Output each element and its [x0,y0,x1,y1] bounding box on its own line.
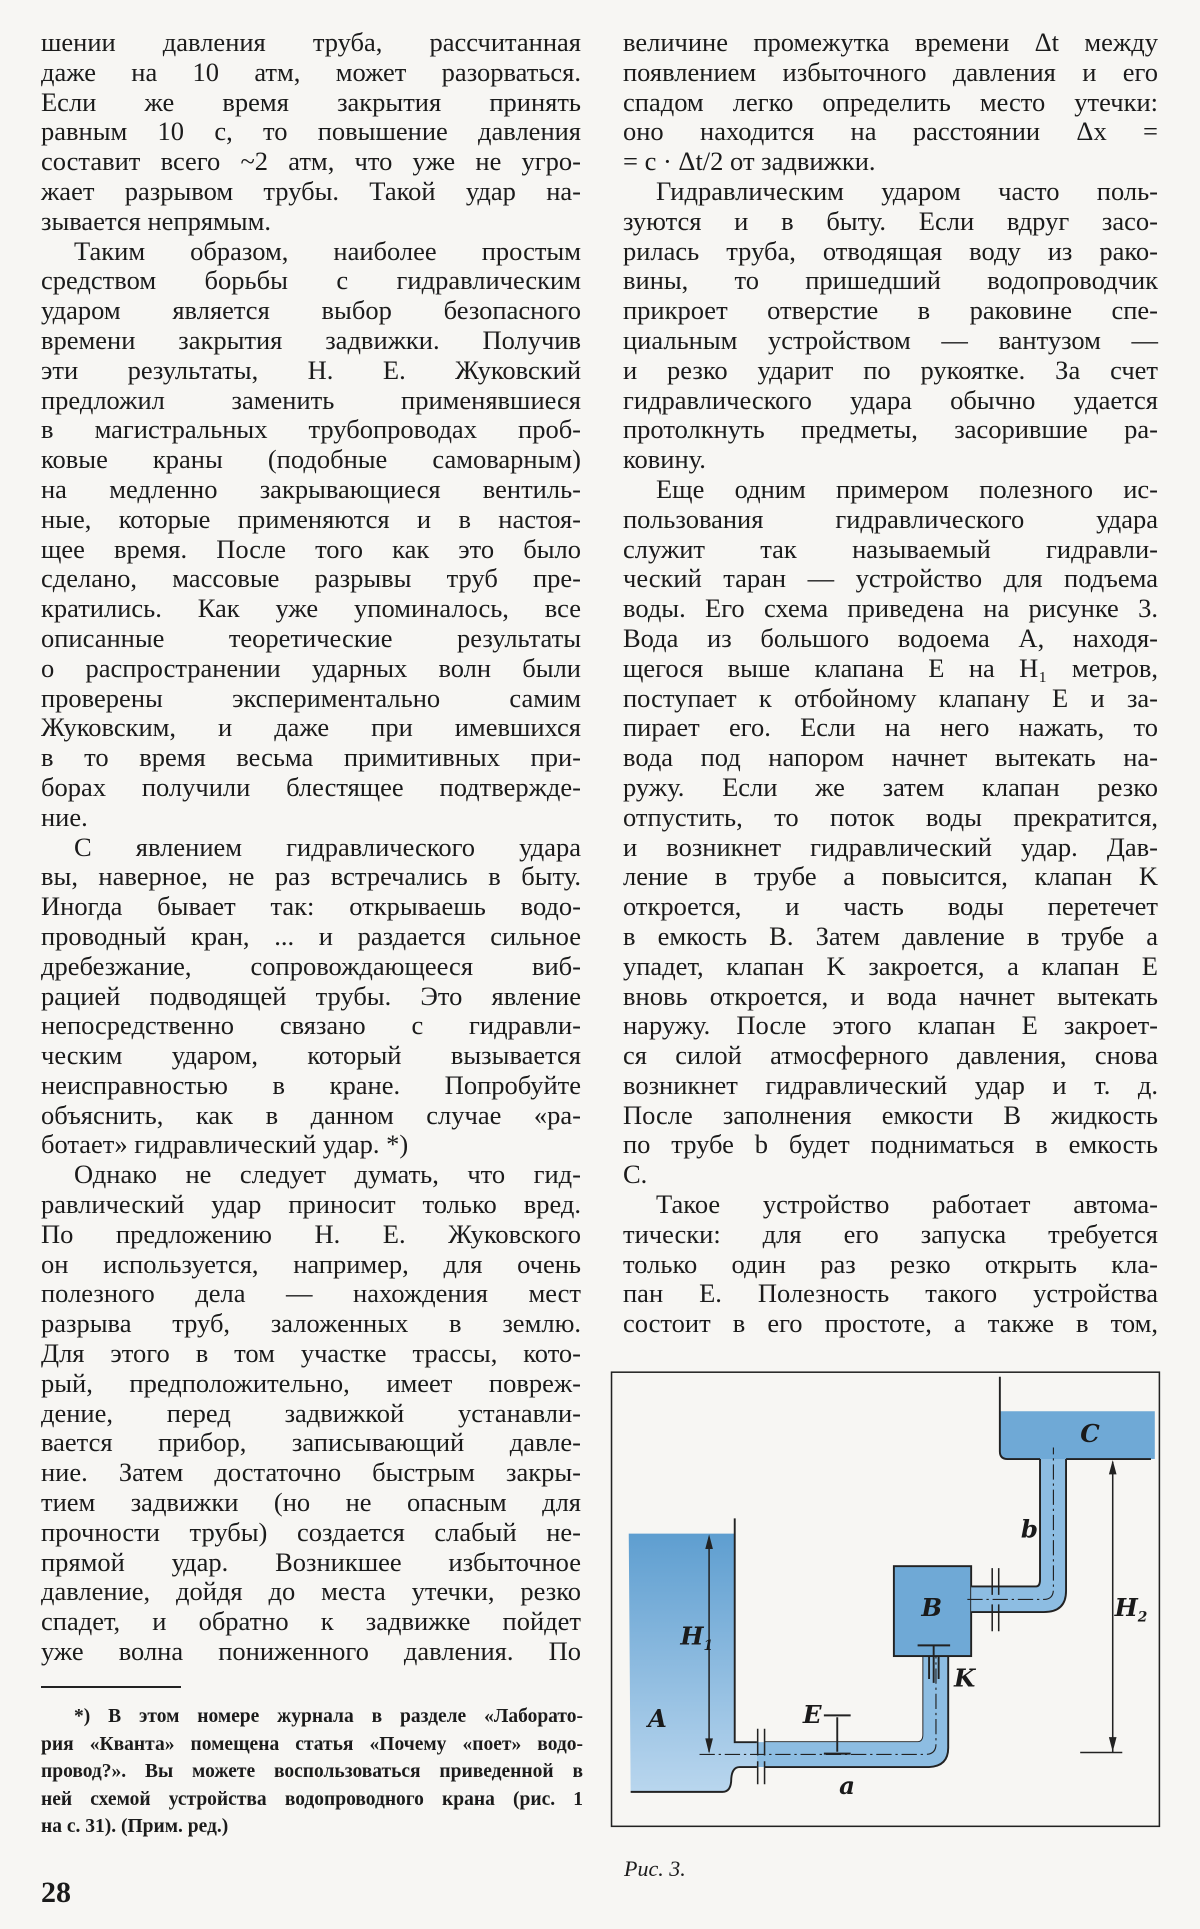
right-text-column [623,28,1158,1339]
right-column-line: Гидравлическим ударом часто поль- [656,175,1158,206]
right-column-line: служит так называемый гидравли- [623,533,1158,564]
label-b-vessel: B [921,1592,943,1622]
left-column-line: он используется, например, для очень [41,1248,581,1279]
footnote-line: на с. 31). (Прим. ред.) [41,1816,229,1837]
left-column-line: предложил заменить применявшиеся [41,384,581,415]
left-column-line: Если же время закрытия принять [41,86,581,117]
left-column-line: Для этого в том участке трассы, кото- [41,1338,581,1369]
left-column-line: о распространении ударных волн были [41,652,581,683]
footnote [41,1703,583,1841]
left-column-line: составит всего ~2 атм, что уже не угро- [41,146,581,177]
right-column-line: возникнет гидравлический удар и т. д. [623,1069,1158,1100]
right-column-line: появлением избыточного давления и его [623,56,1158,87]
left-column-line: Однако не следует думать, что гид- [74,1159,581,1190]
right-column-line: состоит в его простоте, а также в том, [623,1308,1158,1339]
footnote-line: *) В этом номере журнала в разделе «Лаборато- [74,1706,583,1727]
right-column-line: пан E. Полезность такого устройства [623,1278,1158,1309]
right-column-line: ружу. Если же затем клапан резко [623,771,1158,802]
right-column-line: по трубе b будет подниматься в емкость [623,1129,1158,1160]
right-column-line: Еще одним примером полезного ис- [656,473,1158,504]
left-column-line: ние. [41,801,88,832]
tank-c-water [1000,1411,1155,1459]
left-column-line: давление, дойдя до места утечки, резко [41,1576,581,1607]
left-column-line: ковые краны (подобные самоварным) [41,444,581,475]
left-column-line: уже волна пониженного давления. По [41,1636,581,1667]
left-column-line: в то время весьма примитивных при- [41,742,581,773]
left-column-line: щее время. После того как это было [41,533,581,564]
footnote-line: рия «Кванта» помещена статья «Почему «поет» водо- [41,1733,583,1755]
right-column-line: циальным устройством — вантузом — [623,324,1158,355]
left-column-line: проверены экспериментально самим [41,682,581,713]
left-column-line: средством борьбы с гидравлическим [41,265,581,296]
left-column-line: даже на 10 атм, может разорваться. [41,56,581,87]
right-column-line: отпустить, то поток воды прекратится, [623,801,1158,832]
right-column-line: пирает его. Если на него нажать, то [623,712,1158,743]
right-column-line: и резко ударит по рукоятке. За счет [623,354,1158,385]
right-column-line: в емкость B. Затем давление в трубе a [623,920,1158,951]
left-column-line: на медленно закрывающиеся вентиль- [41,473,581,504]
left-column-line: Жуковским, и даже при имевшихся [41,712,581,743]
left-column-line: ботает» гидравлический удар. *) [41,1129,409,1160]
hydraulic-ram-diagram [600,1350,1200,1829]
right-column-line: величине промежутка времени Δt между [623,27,1158,57]
right-column-line: гидравлического удара обычно удается [623,384,1158,415]
left-column-line: С явлением гидравлического удара [74,831,581,862]
left-column-line: объяснить, как в данном случае «ра- [41,1099,581,1130]
left-column-line: зывается непрямым. [41,205,271,236]
left-column-line: в магистральных трубопроводах проб- [41,414,581,445]
right-column-line: = c · Δt/2 от задвижки. [623,146,876,177]
footnote-line: провод?». Вы можете воспользоваться приведенной в [41,1761,583,1782]
right-column-line: упадет, клапан K закроется, а клапан E [623,950,1158,981]
left-column-line: кратились. Как уже упоминалось, все [41,593,581,624]
label-h1-letter: H [680,1621,704,1651]
left-column-line: ческим ударом, который вызывается [41,1040,581,1071]
left-column-line: дребезжание, сопровождающееся виб- [41,950,581,981]
right-column-line: рилась труба, отводящая воду из рако- [623,235,1158,266]
label-e-valve: E [802,1700,822,1730]
right-column-line: откроется, и часть воды перетечет [623,891,1158,922]
left-column-line: Таким образом, наиболее простым [74,235,581,266]
right-column-line: После заполнения емкости B жидкость [623,1099,1158,1130]
pipe-a-water [757,1656,948,1767]
right-column-line: прикроет отверстие в раковине спе- [623,295,1158,326]
left-column-line: сделано, массовые разрывы труб пре- [41,563,581,594]
left-column-line: рацией подводящей трубы. Это явление [41,980,581,1011]
right-column-line: наружу. После этого клапан E закроет- [623,1010,1158,1041]
right-column-line: поступает к отбойному клапану E и за- [623,682,1158,713]
right-column-line: оно находится на расстоянии Δx = [623,116,1158,147]
left-column-line: рый, предположительно, имеет повреж- [41,1367,581,1398]
right-column-line: зуются и в быту. Если вдруг засо- [623,205,1158,236]
right-column-line: протолкнуть предметы, засорившие ра- [623,414,1158,445]
left-column-line: ные, которые применяются и в настоя- [41,503,581,534]
left-column-line: равным 10 с, то повышение давления [41,116,581,147]
left-column-line: ние. Затем достаточно быстрым закры- [41,1457,581,1488]
label-k-valve: K [953,1663,976,1693]
left-column-line: дение, перед задвижкой устанавли- [41,1397,581,1428]
left-column-line: спадет, и обратно к задвижке пойдет [41,1606,581,1637]
right-column-line: пользования гидравлического удара [623,503,1158,534]
right-column-line: C. [623,1159,648,1190]
left-column-line: разрыва труб, заложенных в землю. [41,1308,581,1339]
right-column-line: ковину. [623,444,706,475]
left-column-line: борах получили блестящее подтвержде- [41,771,581,802]
figure-caption: Рис. 3. [624,1856,686,1881]
right-column-line: ление в трубе a повысится, клапан K [623,861,1158,892]
left-column-line: описанные теоретические результаты [41,622,581,653]
label-a-reservoir: A [647,1703,667,1733]
label-h2-letter: H [1114,1592,1138,1622]
left-column-line: прочности трубы) создается слабый не- [41,1516,581,1547]
left-column-line: вается прибор, записывающий давле- [41,1427,581,1458]
left-column-line: непосредственно связано с гидравли- [41,1010,581,1041]
right-column-line: щегося выше клапана E на H₁ метров, [623,652,1158,683]
footnote-line: ней схемой устройства водопроводного крана (рис. 1 [41,1788,583,1810]
left-column-line: шении давления труба, рассчитанная [41,27,581,57]
left-column-line: Иногда бывает так: открываешь водо- [41,891,581,922]
right-column-line: воды. Его схема приведена на рисунке 3. [623,593,1158,624]
left-column-line: эти результаты, Н. Е. Жуковский [41,354,581,385]
label-h1-sub: 1 [703,1637,714,1654]
label-h2-sub: 2 [1137,1609,1148,1626]
label-h2 [1114,1593,1148,1625]
left-column-line: По предложению Н. Е. Жуковского [41,1218,581,1249]
left-column-line: проводный кран, ... и раздается сильное [41,920,581,951]
right-column-line: спадом легко определить место утечки: [623,86,1158,117]
right-column-line: ческий таран — устройство для подъема [623,563,1158,594]
right-column-line: вновь откроется, и вода начнет вытекать [623,980,1158,1011]
left-column-line: вы, наверное, не раз встречались в быту. [41,861,581,892]
page-number: 28 [41,1876,71,1909]
right-column-line: и возникнет гидравлический удар. Дав- [623,831,1158,862]
right-column-line: только один раз резко открыть кла- [623,1248,1158,1279]
footnote-divider [41,1686,181,1688]
left-column-line: жает разрывом трубы. Такой удар на- [41,175,581,206]
right-column-line: вины, то пришедший водопроводчик [623,265,1158,296]
label-c-tank: C [1080,1418,1100,1448]
right-column-line: тически: для его запуска требуется [623,1218,1158,1249]
reservoir-a-water [629,1534,757,1792]
pipe-b-water [971,1459,1066,1612]
left-column-line: времени закрытия задвижки. Получив [41,324,581,355]
right-column-line: Такое устройство работает автома- [656,1189,1158,1220]
right-column-line: ся силой атмосферного давления, снова [623,1040,1158,1071]
left-text-column [41,28,581,1667]
right-column-line: вода под напором начнет вытекать на- [623,742,1158,773]
left-column-line: ударом является выбор безопасного [41,295,581,326]
left-column-line: прямой удар. Возникшее избыточное [41,1546,581,1577]
right-column-line: Вода из большого водоема A, находя- [623,622,1158,653]
left-column-line: тием задвижки (но не опасным для [41,1487,581,1518]
label-b-pipe: b [1020,1514,1039,1544]
label-a-pipe: a [839,1770,856,1800]
left-column-line: равлический удар приносит только вред. [41,1189,581,1220]
left-column-line: полезного дела — нахождения мест [41,1278,581,1309]
left-column-line: неисправностью в кране. Попробуйте [41,1069,581,1100]
